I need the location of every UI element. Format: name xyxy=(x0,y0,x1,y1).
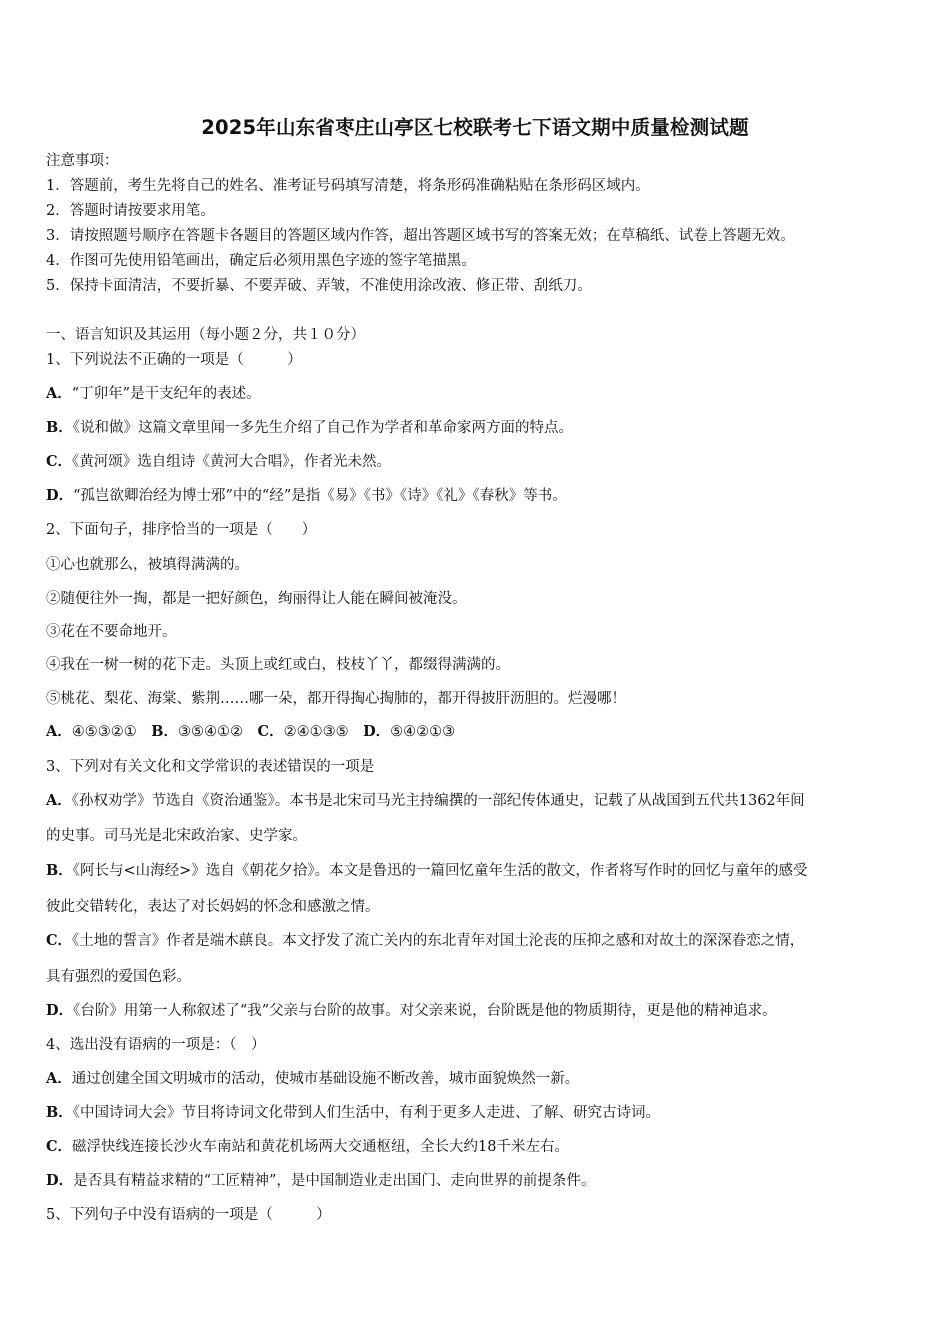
option-text: 《土地的誓言》作者是端木蕻良。本文抒发了流亡关内的东北青年对国土沦丧的压抑之感和对故土的深深眷恋之情， xyxy=(72,933,805,949)
option-letter: B． xyxy=(151,723,179,740)
option-letter: A． xyxy=(46,1070,72,1087)
option-text: 《说和做》这篇文章里闻一多先生介绍了自己作为学者和革命家两方面的特点。 xyxy=(72,420,574,436)
option-letter: A． xyxy=(46,792,72,809)
option-text: “孤岂欲卿治经为博士邪”中的“经”是指《易》《书》《诗》《礼》《春秋》等书。 xyxy=(73,488,567,504)
option-letter: B． xyxy=(46,419,73,436)
question-3-option-d xyxy=(46,1001,777,1021)
question-2-stem: 2、下面句子，排序恰当的一项是（ ） xyxy=(46,522,317,538)
option-text: 《黄河颂》选自组诗《黄河大合唱》，作者光未然。 xyxy=(72,454,392,470)
option-letter: A． xyxy=(46,385,72,402)
question-3-option-c-cont: 具有强烈的爱国色彩。 xyxy=(46,969,191,985)
question-1-option-c xyxy=(46,452,391,472)
section-heading: 一、语言知识及其运用（每小题２分，共１０分） xyxy=(46,327,365,343)
option-text: 通过创建全国文明城市的活动，使城市基础设施不断改善，城市面貌焕然一新。 xyxy=(71,1071,580,1087)
option-letter: C． xyxy=(46,932,73,949)
option-letter: D． xyxy=(46,1002,74,1019)
option-letter: A． xyxy=(46,723,72,740)
question-3-option-a xyxy=(46,791,805,811)
option-text: 《阿长与<山海经>》选自《朝花夕拾》。本文是鲁迅的一篇回忆童年生活的散文，作者将写作时的回忆与童年的感受 xyxy=(72,863,808,879)
option-letter: D． xyxy=(46,487,74,504)
question-4-option-b xyxy=(46,1103,660,1123)
option-text: 是否具有精益求精的“工匠精神”，是中国制造业走出国门、走向世界的前提条件。 xyxy=(73,1173,596,1189)
question-2-sentence: ②随便往外一掏，都是一把好颜色，绚丽得让人能在瞬间被淹没。 xyxy=(46,591,467,607)
option-letter: B． xyxy=(46,1104,73,1121)
question-4-option-d xyxy=(46,1171,595,1191)
question-3-stem: 3、下列对有关文化和文学常识的表述错误的一项是 xyxy=(46,759,375,775)
option-text: ⑤④②①③ xyxy=(390,724,456,740)
notice-item: 1．答题前，考生先将自己的姓名、准考证号码填写清楚，将条形码准确粘贴在条形码区域内。 xyxy=(46,178,650,194)
question-1-option-a xyxy=(46,384,261,404)
question-5-stem: 5、下列句子中没有语病的一项是（ ） xyxy=(46,1207,331,1223)
option-text: “丁卯年”是干支纪年的表述。 xyxy=(71,386,261,402)
notice-item: 5．保持卡面清洁，不要折暴、不要弄破、弄皱，不准使用涂改液、修正带、刮纸刀。 xyxy=(46,278,592,294)
question-2-sentence: ①心也就那么，被填得满满的。 xyxy=(46,557,249,573)
option-text: ②④①③⑤ xyxy=(283,724,349,740)
question-4-stem: 4、选出没有语病的一项是：（ ） xyxy=(46,1037,266,1053)
question-2-sentence: ⑤桃花、梨花、海棠、紫荆……哪一朵，都开得掏心掏肺的，都开得披肝沥胆的。烂漫哪！ xyxy=(46,691,626,707)
option-letter: D． xyxy=(363,723,391,740)
notice-heading: 注意事项： xyxy=(46,153,119,169)
notice-item: 4．作图可先使用铅笔画出，确定后必须用黑色字迹的签字笔描黑。 xyxy=(46,253,476,269)
option-text: 《孙权劝学》节选自《资治通鉴》。本书是北宋司马光主持编撰的一部纪传体通史，记载了从战国到五代共1362年间 xyxy=(71,793,805,809)
question-3-option-b xyxy=(46,861,808,881)
question-2-options xyxy=(46,722,455,742)
question-3-option-b-cont: 彼此交错转化，表达了对长妈妈的怀念和感激之情。 xyxy=(46,899,380,915)
question-1-option-b xyxy=(46,418,573,438)
question-2-sentence: ③花在不要命地开。 xyxy=(46,624,177,640)
option-text: 《台阶》用第一人称叙述了“我”父亲与台阶的故事。对父亲来说，台阶既是他的物质期待，更是他的精神追求。 xyxy=(73,1003,777,1019)
option-letter: C． xyxy=(46,453,73,470)
option-letter: D． xyxy=(46,1172,74,1189)
page-title: 2025年山东省枣庄山亭区七校联考七下语文期中质量检测试题 xyxy=(201,116,749,139)
notice-item: 2．答题时请按要求用笔。 xyxy=(46,203,215,219)
option-text: ④⑤③②① xyxy=(71,724,137,740)
question-1-stem: 1、下列说法不正确的一项是（ ） xyxy=(46,352,302,368)
option-letter: B． xyxy=(46,862,73,879)
question-4-option-c xyxy=(46,1137,569,1157)
option-text: ③⑤④①② xyxy=(178,724,244,740)
option-letter: C． xyxy=(46,1138,73,1155)
question-3-option-a-cont: 的史事。司马光是北宋政治家、史学家。 xyxy=(46,828,307,844)
option-letter: C． xyxy=(257,723,284,740)
option-text: 《中国诗词大会》节目将诗词文化带到人们生活中，有利于更多人走进、了解、研究古诗词。 xyxy=(72,1105,661,1121)
question-4-option-a xyxy=(46,1069,579,1089)
option-text: 磁浮快线连接长沙火车南站和黄花机场两大交通枢纽，全长大约18千米左右。 xyxy=(72,1139,569,1155)
notice-item: 3．请按照题号顺序在答题卡各题目的答题区域内作答，超出答题区域书写的答案无效；在草稿纸、试卷上答题无效。 xyxy=(46,228,795,244)
question-2-sentence: ④我在一树一树的花下走。头顶上或红或白，枝枝丫丫，都缀得满满的。 xyxy=(46,657,510,673)
question-1-option-d xyxy=(46,486,567,506)
question-3-option-c xyxy=(46,931,804,951)
